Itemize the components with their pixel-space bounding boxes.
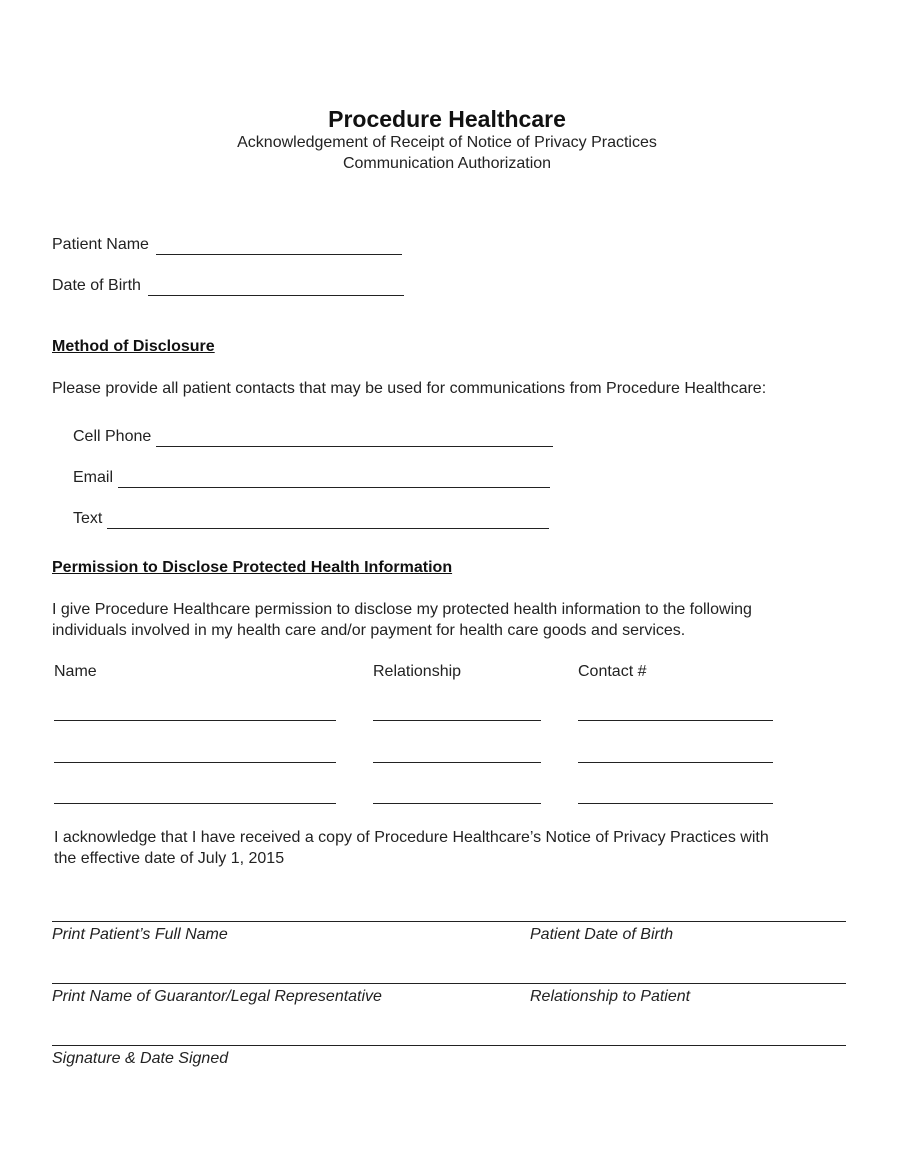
form-subtitle: Acknowledgement of Receipt of Notice of Privacy Practices (237, 134, 657, 151)
column-header-name: Name (54, 663, 97, 680)
individual-contact-field[interactable] (578, 762, 773, 763)
permission-paragraph-line-2: individuals involved in my health care and/or payment for health care goods and services. (52, 622, 686, 639)
column-header-contact: Contact # (578, 663, 647, 680)
acknowledgement-line-2: the effective date of July 1, 2015 (54, 850, 285, 867)
patient-full-name-label: Print Patient’s Full Name (52, 926, 228, 943)
individual-relationship-field[interactable] (373, 720, 541, 721)
individual-contact-field[interactable] (578, 803, 773, 804)
text-field[interactable] (107, 528, 549, 529)
cell-phone-field[interactable] (156, 446, 553, 447)
guarantor-name-label: Print Name of Guarantor/Legal Representative (52, 988, 382, 1005)
date-of-birth-label: Date of Birth (52, 277, 141, 294)
individual-name-field[interactable] (54, 803, 336, 804)
form-subtitle-secondary: Communication Authorization (342, 155, 552, 172)
individual-name-field[interactable] (54, 720, 336, 721)
patient-name-field[interactable] (156, 254, 402, 255)
method-intro-text: Please provide all patient contacts that may be used for communications from Procedure Healthcare: (52, 380, 767, 397)
form-title: Procedure Healthcare (328, 106, 566, 132)
individual-relationship-field[interactable] (373, 762, 541, 763)
patient-full-name-field[interactable] (52, 921, 846, 922)
patient-name-label: Patient Name (52, 236, 149, 253)
permission-paragraph-line-1: I give Procedure Healthcare permission to disclose my protected health information to the following (52, 601, 752, 618)
date-of-birth-field[interactable] (148, 295, 404, 296)
guarantor-name-field[interactable] (52, 983, 846, 984)
signature-date-label: Signature & Date Signed (52, 1050, 229, 1067)
relationship-to-patient-label: Relationship to Patient (530, 988, 691, 1005)
individual-name-field[interactable] (54, 762, 336, 763)
patient-dob-label: Patient Date of Birth (530, 926, 674, 943)
acknowledgement-line-1: I acknowledge that I have received a copy of Procedure Healthcare’s Notice of Privacy Practices with (54, 829, 769, 846)
email-field[interactable] (118, 487, 550, 488)
permission-heading: Permission to Disclose Protected Health Information (52, 559, 453, 576)
individual-relationship-field[interactable] (373, 803, 541, 804)
text-label: Text (73, 510, 103, 527)
method-of-disclosure-heading: Method of Disclosure (52, 338, 215, 355)
column-header-relationship: Relationship (373, 663, 462, 680)
signature-field[interactable] (52, 1045, 846, 1046)
individual-contact-field[interactable] (578, 720, 773, 721)
cell-phone-label: Cell Phone (73, 428, 152, 445)
email-label: Email (73, 469, 114, 486)
